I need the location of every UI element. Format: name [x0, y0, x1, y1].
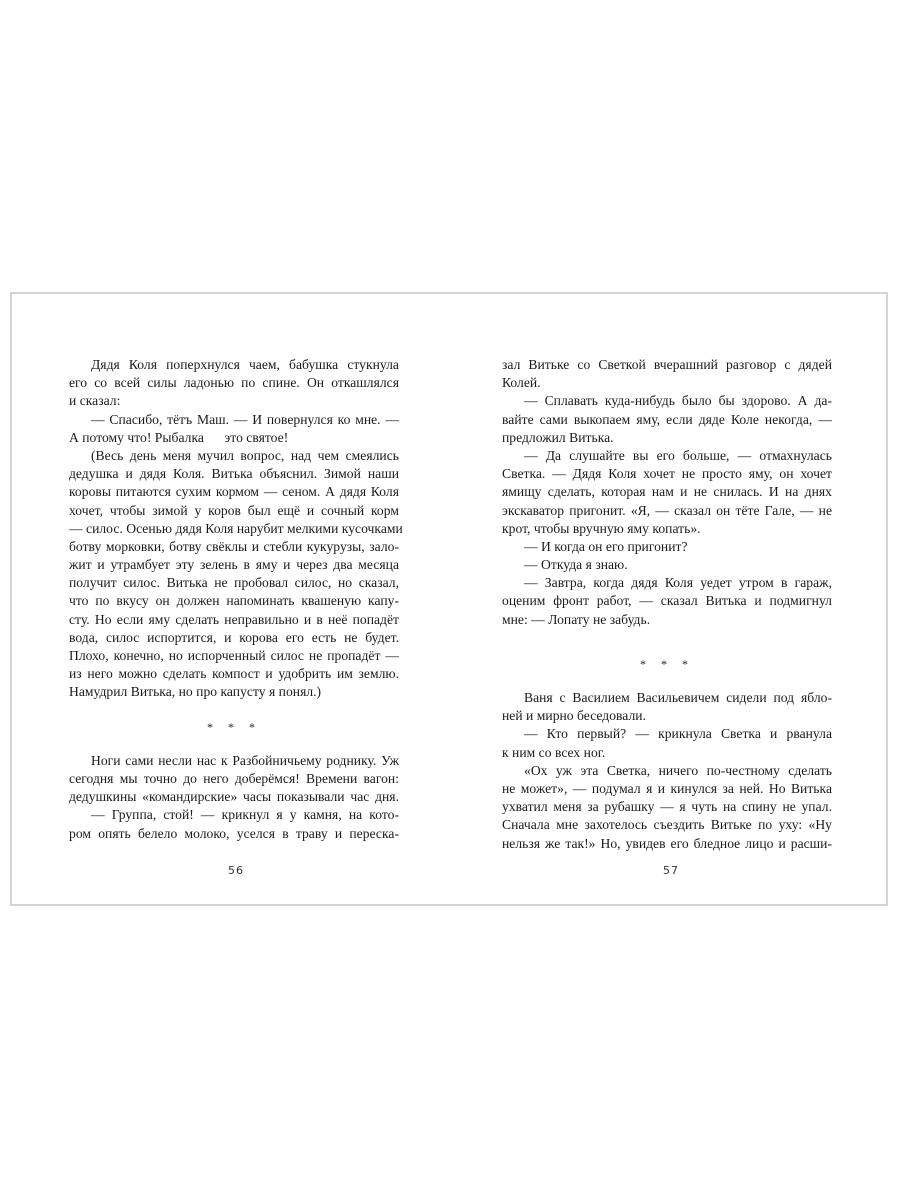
text-line: — Кто первый? — крикнула Светка и рванула [524, 726, 832, 742]
text-line: хочет, чтобы зимой у коров был ещё и сочный корм [69, 502, 399, 518]
text-line: — Спасибо, тётъ Маш. — И повернулся ко мне. — [91, 411, 399, 427]
text-line: сту. Но если яму сделать неправильно и в неё попадёт [69, 611, 399, 627]
text-line: вода, силос испортится, и корова его есть не будет. [69, 629, 399, 645]
text-line: — Откуда я знаю. [524, 557, 628, 573]
page-number-left: 56 [228, 864, 244, 877]
text-line: ухватил меня за рубашку — я чуть на спину не упал. [502, 799, 832, 815]
text-line: экскаватор пригонит. «Я, — сказал он тёте Гале, — не [502, 502, 832, 518]
text-line: — И когда он его пригонит? [524, 538, 688, 554]
text-line: коровы питаются сухим кормом — сеном. А дядя Коля [69, 484, 399, 500]
text-line: нельзя же так!» Но, увидев его бледное лицо и расши- [502, 835, 832, 851]
text-line: дедушкины «командирские» часы показывали час дня. [69, 789, 399, 805]
text-line: — Сплавать куда-нибудь было бы здорово. А да- [524, 393, 832, 409]
text-line: Светка. — Дядя Коля хочет не просто яму, он хочет [502, 466, 832, 482]
text-line: из него можно сделать компост и удобрить им землю. [69, 666, 399, 682]
section-separator: * * * [207, 719, 261, 734]
text-line: сегодня мы точно до него доберёмся! Времени вагон: [69, 770, 399, 786]
text-line: Плохо, конечно, но испорченный силос не пропадёт — [69, 648, 399, 663]
text-line: ней и мирно беседовали. [502, 708, 646, 724]
text-line: жит и утрамбует эту зелень в яму и через два месяца [69, 557, 399, 573]
text-line: А потому что! Рыбалка это святое! [69, 429, 289, 445]
text-line: вайте сами выкопаем яму, если дяде Коле некогда, — [502, 411, 832, 427]
text-line: — Группа, стой! — крикнул я у камня, на кото- [91, 807, 399, 823]
text-line: не может», — подумал я и кинулся за ней. Но Витька [502, 780, 832, 796]
section-separator: * * * [640, 656, 694, 671]
text-line: «Ох уж эта Светка, ничего по-честному сделать [524, 762, 832, 778]
text-line: Колей. [502, 375, 541, 391]
text-line: дедушка и дядя Коля. Витька объяснил. Зимой наши [69, 466, 399, 482]
text-line: Намудрил Витька, но про капусту я понял.) [69, 684, 322, 700]
right-page [502, 356, 832, 853]
text-line: ямищу сделать, которая нам и не снилась. И на днях [502, 484, 832, 500]
text-line: Ноги сами несли нас к Разбойничьему роднику. Уж [91, 752, 399, 768]
text-line: крот, чтобы вручную яму копать». [502, 520, 701, 536]
text-line: и сказал: [69, 393, 121, 409]
text-line: к ним со всех ног. [502, 744, 606, 760]
text-line: мне: — Лопату не забудь. [502, 611, 651, 627]
text-line: получит силос. Витька не пробовал силос, но сказал, [69, 575, 399, 591]
text-line: (Весь день меня мучил вопрос, над чем смеялись [91, 447, 399, 463]
text-line: — Завтра, когда дядя Коля уедет утром в гараж, [524, 575, 832, 591]
text-line: его со всей силы ладонью по спине. Он откашлялся [69, 375, 399, 391]
text-line: Ваня с Василием Васильевичем сидели под ябло- [524, 690, 832, 705]
text-line: что по вкусу он должен напоминать квашеную капу- [69, 593, 399, 609]
text-line: зал Витьке со Светкой вчерашний разговор с дядей [502, 357, 832, 372]
page-number-right: 57 [663, 864, 679, 877]
text-line: Сначала мне захотелось съездить Витьке по уху: «Ну [502, 817, 832, 833]
left-page [69, 356, 403, 843]
text-line: ботву морковки, ботву свёклы и стебли кукурузы, зало- [69, 538, 399, 554]
text-line: оценим фронт работ, — сказал Витька и подмигнул [502, 593, 832, 609]
text-line: — силос. Осенью дядя Коля нарубит мелкими кусочками [69, 520, 403, 536]
text-line: предложил Витька. [502, 429, 614, 445]
text-line: ром опять белело молоко, уселся в траву и переска- [69, 825, 399, 841]
text-line: — Да слушайте вы его больше, — отмахнулась [524, 447, 832, 463]
book-spread [10, 292, 888, 906]
text-line: Дядя Коля поперхнулся чаем, бабушка стукнула [91, 357, 399, 372]
